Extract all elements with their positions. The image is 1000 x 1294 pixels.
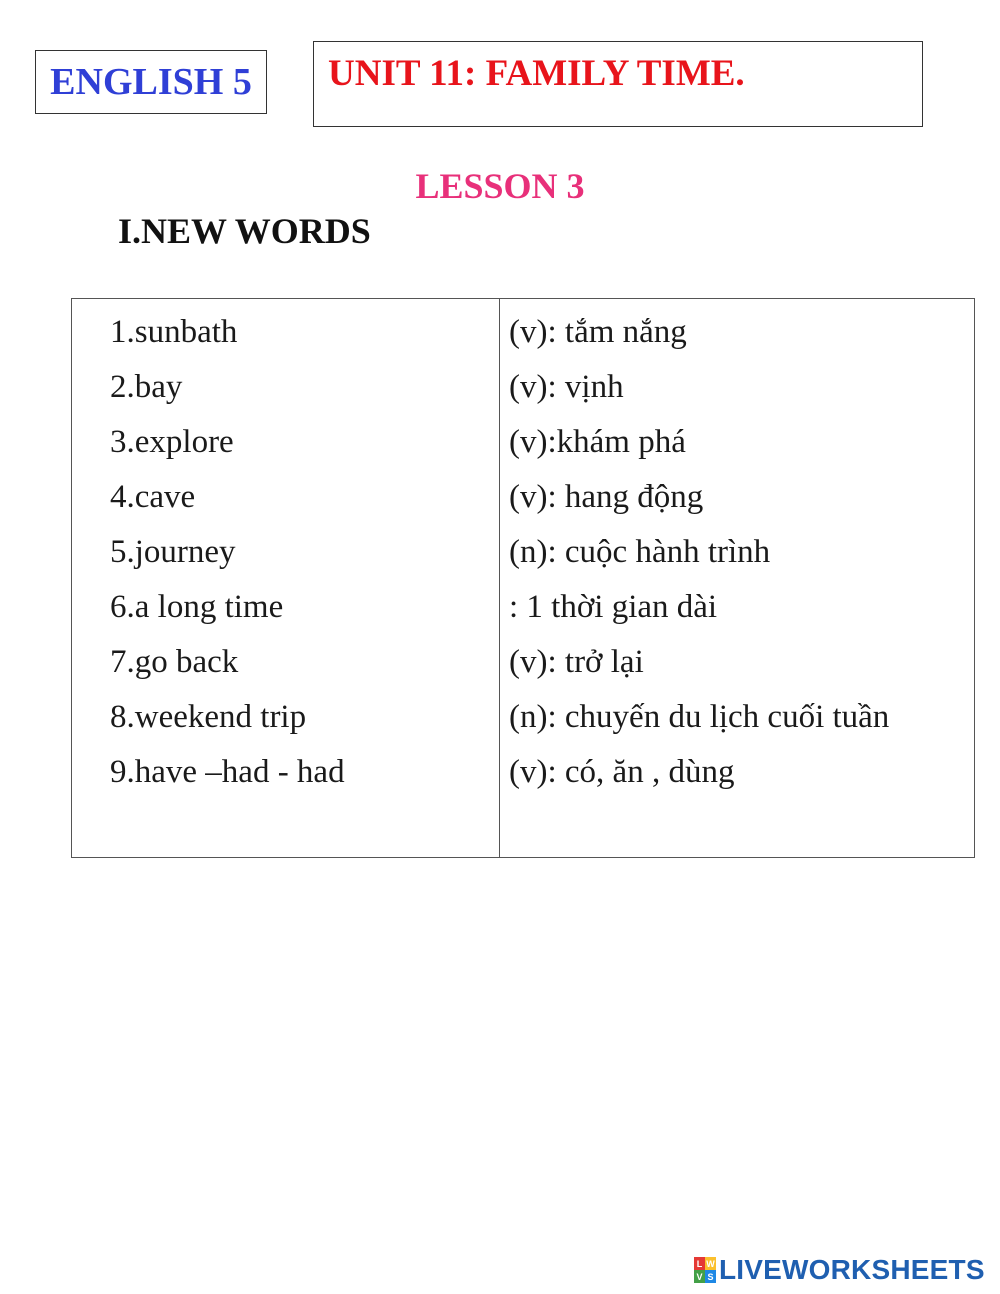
vocab-meaning: (v):khám phá bbox=[509, 424, 686, 460]
unit-title: UNIT 11: FAMILY TIME. bbox=[328, 53, 745, 94]
vocab-word: 4.cave bbox=[110, 479, 196, 515]
vocab-word: 7.go back bbox=[110, 644, 239, 680]
logo-mark-cell: S bbox=[705, 1270, 716, 1283]
vocab-word: 9.have –had - had bbox=[110, 754, 345, 790]
vocab-word: 2.bay bbox=[110, 369, 183, 405]
vocab-word: 8.weekend trip bbox=[110, 699, 307, 735]
vocab-meaning: (v): có, ăn , dùng bbox=[509, 754, 735, 790]
words-column bbox=[72, 299, 500, 857]
vocab-meaning: : 1 thời gian dài bbox=[509, 589, 718, 625]
subject-box bbox=[35, 50, 267, 114]
subject-title: ENGLISH 5 bbox=[50, 61, 252, 103]
vocab-word: 6.a long time bbox=[110, 589, 284, 625]
unit-box bbox=[313, 41, 923, 127]
vocabulary-table bbox=[71, 298, 975, 858]
vocab-meaning: (v): trở lại bbox=[509, 644, 644, 680]
section-title: I.NEW WORDS bbox=[118, 211, 371, 251]
logo-mark-cell: V bbox=[694, 1270, 705, 1283]
lesson-title: LESSON 3 bbox=[415, 166, 585, 206]
vocab-meaning: (n): chuyến du lịch cuối tuần bbox=[509, 699, 890, 735]
vocab-meaning: (v): hang động bbox=[509, 479, 704, 515]
liveworksheets-logo bbox=[694, 1254, 985, 1286]
liveworksheets-logo-icon bbox=[694, 1257, 716, 1283]
logo-mark-cell: W bbox=[706, 1258, 715, 1269]
vocab-word: 3.explore bbox=[110, 424, 234, 460]
vocab-meaning: (v): tắm nắng bbox=[509, 314, 687, 350]
vocab-word: 5.journey bbox=[110, 534, 236, 570]
meanings-column bbox=[500, 299, 974, 857]
vocab-word: 1.sunbath bbox=[110, 314, 238, 350]
vocab-meaning: (n): cuộc hành trình bbox=[509, 534, 771, 570]
logo-text: LIVEWORKSHEETS bbox=[719, 1254, 985, 1285]
vocab-meaning: (v): vịnh bbox=[509, 369, 624, 405]
logo-mark-cell: L bbox=[694, 1257, 705, 1270]
